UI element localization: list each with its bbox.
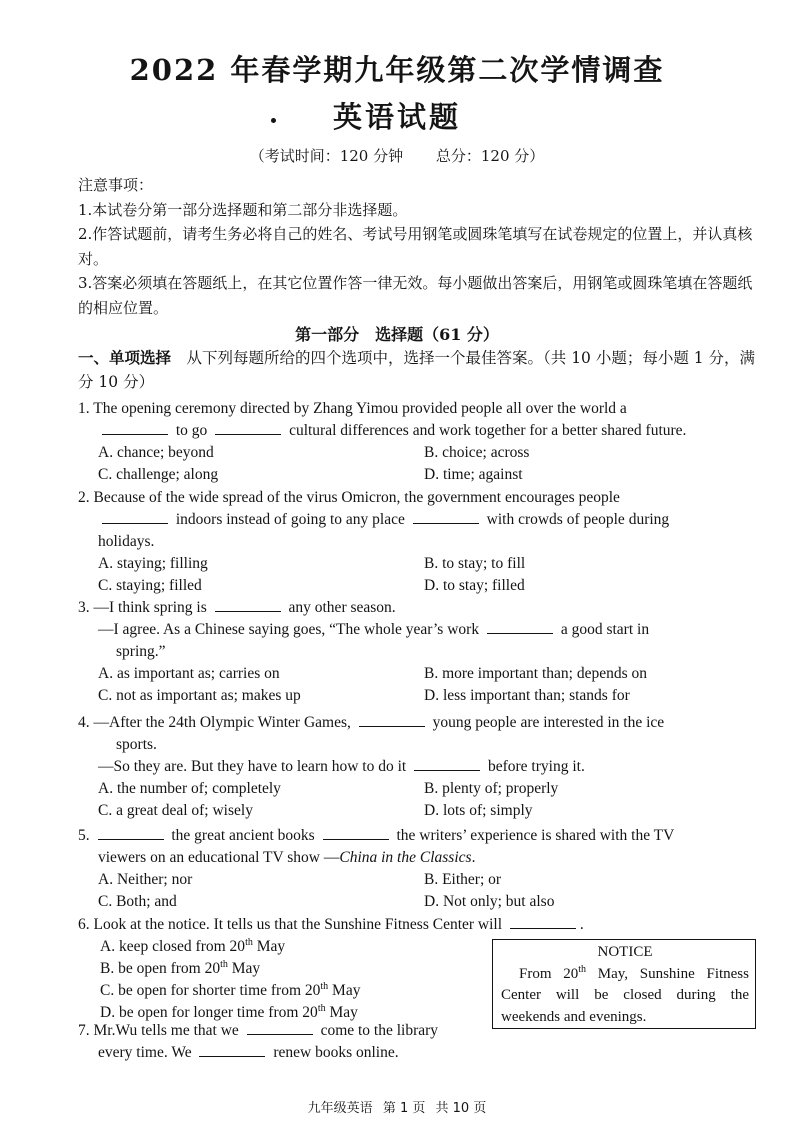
option-d[interactable]: D. Not only; but also <box>424 893 555 910</box>
option-b[interactable]: B. to stay; to fill <box>424 555 526 572</box>
option-a[interactable]: A. as important as; carries on <box>98 665 280 682</box>
page-footer <box>0 1097 794 1116</box>
note-item: 2.作答试题前，请考生务必将自己的姓名、考试号用钢笔或圆珠笔填写在试卷规定的位置上，并认真核对。 <box>78 225 753 268</box>
question-stem: 5. the great ancient books the writers’ experience is shared with the TV <box>78 827 675 844</box>
question-stem-cont: spring.” <box>116 643 166 660</box>
question-stem: 6. Look at the notice. It tells us that the Sunshine Fitness Center will . <box>78 916 584 933</box>
option-row <box>78 891 760 913</box>
option-d[interactable]: D. time; against <box>424 466 523 483</box>
answer-blank <box>510 914 576 929</box>
note-item: 3.答案必须填在答题纸上，在其它位置作答一律无效。每小题做出答案后，用钢笔或圆珠笔填在答题纸的相应位置。 <box>78 274 753 317</box>
question-stem-cont: viewers on an educational TV show —China in the Classics. <box>98 849 476 866</box>
question-stem: 4. —After the 24th Olympic Winter Games, young people are interested in the ice <box>78 714 665 731</box>
option-a[interactable]: A. keep closed from 20th May <box>100 936 286 955</box>
question-1 <box>78 398 760 486</box>
option-c[interactable]: C. a great deal of; wisely <box>98 802 253 819</box>
question-5 <box>78 825 760 913</box>
option-b[interactable]: B. choice; across <box>424 444 530 461</box>
footer-page-number: 第 1 页 <box>382 1101 426 1116</box>
answer-blank <box>414 756 480 771</box>
instruction-label: 一、单项选择 <box>78 348 172 367</box>
exam-subtitle: 英语试题 <box>332 100 461 134</box>
show-name: China in the Classics <box>339 849 472 866</box>
option-a[interactable]: A. chance; beyond <box>98 444 214 461</box>
option-d[interactable]: D. less important than; stands for <box>424 687 630 704</box>
option-row <box>78 442 760 464</box>
answer-blank <box>102 509 168 524</box>
option-row <box>78 553 760 575</box>
answer-blank <box>102 420 168 435</box>
option-a[interactable]: A. staying; filling <box>98 555 208 572</box>
answer-blank <box>359 712 425 727</box>
footer-subject: 九年级英语 <box>307 1101 373 1116</box>
option-c[interactable]: C. staying; filled <box>98 577 202 594</box>
answer-blank <box>413 509 479 524</box>
question-stem: 3. —I think spring is any other season. <box>78 599 396 616</box>
answer-blank <box>98 825 164 840</box>
exam-title: 2022 年春学期九年级第二次学情调查 <box>129 53 665 87</box>
question-stem-cont: —So they are. But they have to learn how to do it before trying it. <box>98 758 585 775</box>
answer-blank <box>247 1020 313 1035</box>
option-b[interactable]: B. plenty of; properly <box>424 780 559 797</box>
option-row <box>78 663 760 685</box>
notice-box <box>492 939 756 1029</box>
answer-blank <box>215 597 281 612</box>
option-row <box>78 685 760 707</box>
question-stem-cont: holidays. <box>98 533 155 550</box>
answer-blank <box>215 420 281 435</box>
option-row <box>78 800 760 822</box>
option-b[interactable]: B. Either; or <box>424 871 502 888</box>
option-d[interactable]: D. be open for longer time from 20th May <box>100 1002 358 1021</box>
notice-body: From 20th May, Sunshine Fitness Center will be closed during the weekends and evenings. <box>501 963 749 1025</box>
option-b[interactable]: B. be open from 20th May <box>100 958 261 977</box>
question-stem: 2. Because of the wide spread of the virus Omicron, the government encourages people <box>78 489 620 506</box>
option-c[interactable]: C. not as important as; makes up <box>98 687 301 704</box>
option-c[interactable]: C. Both; and <box>98 893 177 910</box>
question-stem-cont: every time. We renew books online. <box>98 1044 399 1061</box>
exam-total-score: 总分：120 分） <box>435 147 545 165</box>
exam-info <box>0 145 794 166</box>
option-d[interactable]: D. to stay; filled <box>424 577 525 594</box>
question-2 <box>78 487 760 597</box>
option-row <box>78 778 760 800</box>
question-stem: 1. The opening ceremony directed by Zhang Yimou provided people all over the world a <box>78 400 627 417</box>
option-row <box>78 464 760 486</box>
question-stem-cont: —I agree. As a Chinese saying goes, “The whole year’s work a good start in <box>98 621 650 638</box>
option-row <box>78 575 760 597</box>
question-4 <box>78 712 760 822</box>
section-instruction <box>78 346 760 394</box>
answer-blank <box>323 825 389 840</box>
question-stem-cont: indoors instead of going to any place with crowds of people during <box>78 509 760 531</box>
exam-time: （考试时间：120 分钟 <box>249 147 404 165</box>
option-d[interactable]: D. lots of; simply <box>424 802 533 819</box>
notes-block <box>78 173 758 320</box>
footer-page-total: 共 10 页 <box>435 1101 487 1116</box>
notice-title: NOTICE <box>597 944 653 960</box>
option-row <box>78 869 760 891</box>
instruction-text: 从下列每题所给的四个选项中，选择一个最佳答案。（共 10 小题；每小题 1 分，满分 10 分） <box>78 349 756 391</box>
option-b[interactable]: B. more important than; depends on <box>424 665 647 682</box>
option-a[interactable]: A. Neither; nor <box>98 871 193 888</box>
answer-blank <box>199 1042 265 1057</box>
question-stem-cont: to go cultural differences and work together for a better shared future. <box>78 420 760 442</box>
answer-blank <box>487 619 553 634</box>
option-c[interactable]: C. challenge; along <box>98 466 219 483</box>
note-item: 1.本试卷分第一部分选择题和第二部分非选择题。 <box>78 200 408 219</box>
question-3 <box>78 597 760 707</box>
option-a[interactable]: A. the number of; completely <box>98 780 281 797</box>
question-7 <box>78 1020 488 1064</box>
notes-heading: 注意事项： <box>78 176 154 194</box>
question-stem: 7. Mr.Wu tells me that we come to the library <box>78 1022 439 1039</box>
option-c[interactable]: C. be open for shorter time from 20th May <box>100 980 361 999</box>
question-stem-cont: sports. <box>116 736 157 753</box>
section-title: 第一部分 选择题（61 分） <box>295 325 499 344</box>
